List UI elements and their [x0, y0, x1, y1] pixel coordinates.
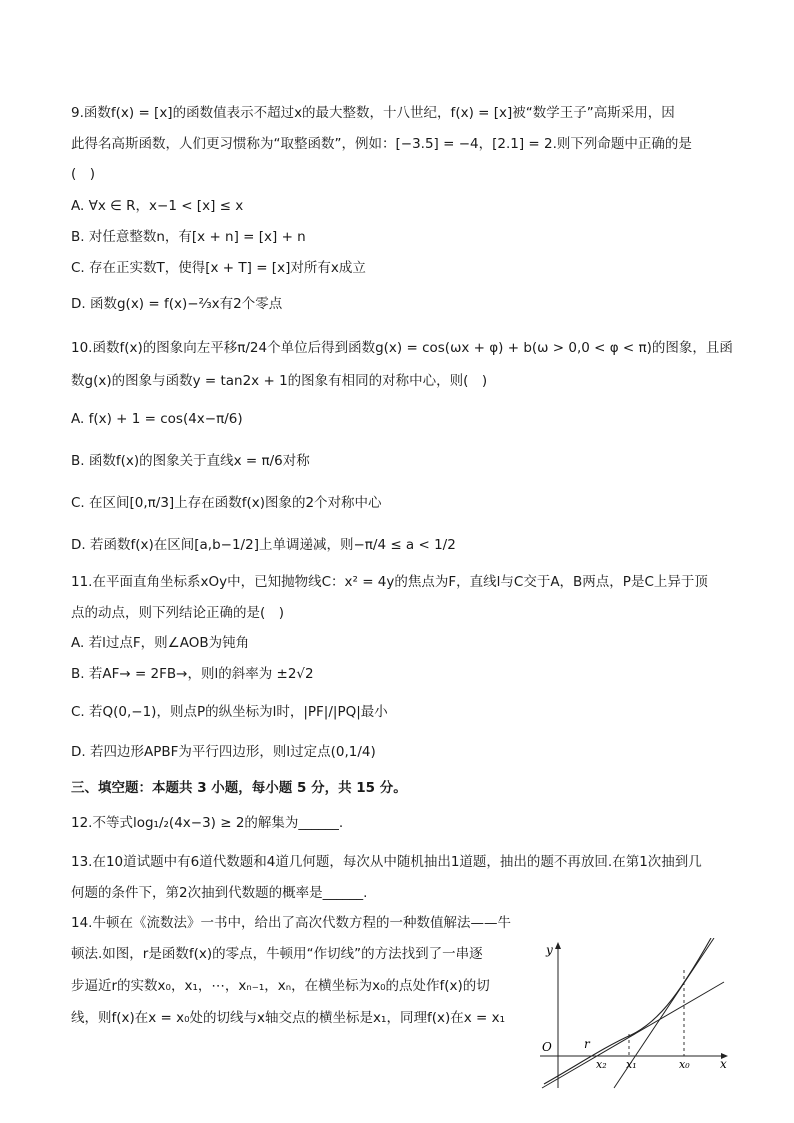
- q14-stem-line1: 14.牛顿在《流数法》一书中，给出了高次代数方程的一种数值解法——牛: [71, 915, 511, 931]
- label-r: r: [584, 1037, 590, 1051]
- q10-stem-line1: 10.函数f(x)的图象向左平移π/24个单位后得到函数g(x) = cos(ωx + φ) + b(ω > 0,0 < φ < π)的图象，且函: [71, 340, 733, 356]
- label-x1: x₁: [626, 1058, 637, 1071]
- q10-option-a: A. f(x) + 1 = cos(4x−π/6): [71, 411, 243, 427]
- q11-stem-line1: 11.在平面直角坐标系xOy中，已知抛物线C：x² = 4y的焦点为F，直线l与C交于A，B两点，P是C上异于顶: [71, 574, 708, 590]
- section-fill-in-header: 三、填空题：本题共 3 小题，每小题 5 分，共 15 分。: [71, 780, 407, 796]
- newton-figure-svg: [536, 938, 732, 1098]
- q11-option-c: C. 若Q(0,−1)，则点P的纵坐标为l时，|PF|/|PQ|最小: [71, 704, 388, 720]
- q9-stem-line3: ( ): [71, 166, 96, 182]
- q9-option-b: B. 对任意整数n，有[x + n] = [x] + n: [71, 229, 306, 245]
- q10-option-d: D. 若函数f(x)在区间[a,b−1/2]上单调递减，则−π/4 ≤ a < 1/2: [71, 537, 456, 553]
- tangent-at-x1: [542, 982, 724, 1088]
- q13-stem-line2: 何题的条件下，第2次抽到代数题的概率是______.: [71, 885, 368, 901]
- q9-option-c: C. 存在正实数T，使得[x + T] = [x]对所有x成立: [71, 260, 366, 276]
- label-y: y: [546, 943, 553, 957]
- label-x0: x₀: [679, 1058, 690, 1071]
- q14-stem-line3: 步逼近r的实数x₀，x₁，⋯，xₙ₋₁，xₙ，在横坐标为x₀的点处作f(x)的切: [71, 978, 490, 994]
- newton-method-figure: [536, 938, 732, 1098]
- q10-option-b: B. 函数f(x)的图象关于直线x = π/6对称: [71, 453, 310, 469]
- q9-option-d: D. 函数g(x) = f(x)−²⁄₃x有2个零点: [71, 296, 283, 312]
- label-origin: O: [542, 1040, 552, 1054]
- q11-stem-line2: 点的动点，则下列结论正确的是( ): [71, 605, 285, 621]
- q12-stem: 12.不等式log₁/₂(4x−3) ≥ 2的解集为______.: [71, 815, 344, 831]
- q9-option-a: A. ∀x ∈ R，x−1 < [x] ≤ x: [71, 198, 244, 214]
- q11-option-d: D. 若四边形APBF为平行四边形，则l过定点(0,1/4): [71, 744, 376, 760]
- q11-option-a: A. 若l过点F，则∠AOB为钝角: [71, 635, 250, 651]
- q14-stem-line2: 顿法.如图，r是函数f(x)的零点，牛顿用“作切线”的方法找到了一串逐: [71, 946, 483, 962]
- q14-stem-line4: 线，则f(x)在x = x₀处的切线与x轴交点的横坐标是x₁，同理f(x)在x = x₁: [71, 1010, 506, 1026]
- q10-stem-line2: 数g(x)的图象与函数y = tan2x + 1的图象有相同的对称中心，则( ): [71, 373, 488, 389]
- label-x2: x₂: [596, 1058, 607, 1071]
- y-axis-arrow: [555, 942, 561, 949]
- q11-option-b: B. 若AF→ = 2FB→，则l的斜率为 ±2√2: [71, 666, 314, 682]
- q9-stem-line1: 9.函数f(x) = [x]的函数值表示不超过x的最大整数，十八世纪，f(x) = [x]被“数学王子”高斯采用，因: [71, 105, 675, 121]
- q13-stem-line1: 13.在10道试题中有6道代数题和4道几何题，每次从中随机抽出1道题，抽出的题不再放回.在第1次抽到几: [71, 854, 702, 870]
- label-x: x: [720, 1057, 727, 1071]
- q10-option-c: C. 在区间[0,π/3]上存在函数f(x)图象的2个对称中心: [71, 495, 382, 511]
- q9-stem-line2: 此得名高斯函数，人们更习惯称为“取整函数”，例如：[−3.5] = −4，[2.1] = 2.则下列命题中正确的是: [71, 136, 692, 152]
